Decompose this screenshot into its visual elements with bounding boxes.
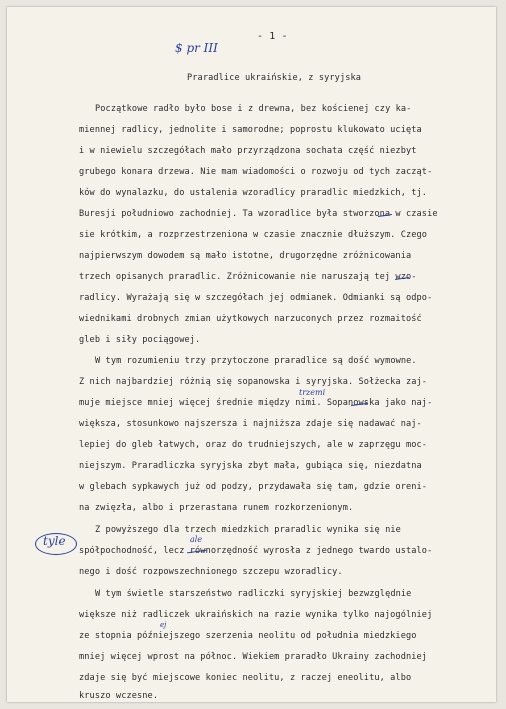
- text-line: trzech opisanych praradlic. Zróżnicowanie nie naruszają tej wzo-: [79, 272, 417, 282]
- text-line: gleb i siły pociągowej.: [79, 335, 201, 345]
- text-line: kruszo wczesne.: [79, 691, 159, 701]
- text-line: lepiej do gleb łatwych, oraz do trudniejszych, ale w zaprzęgu moc-: [79, 440, 428, 450]
- text-line: wiednikami drobnych zmian użytkowych narzuconych przez rozmaitość: [79, 314, 422, 324]
- text-line: większe niż radliczek ukraińskich na razie wynika tylko najogólniej: [79, 610, 433, 620]
- text-line: sie krótkim, a rozprzestrzeniona w czasie znacznie dłuższym. Czego: [79, 230, 428, 240]
- text-line: W tym rozumieniu trzy przytoczone praradlice są dość wymowne.: [95, 356, 417, 366]
- text-line: Początkowe radło było bose i z drewna, bez kościenej czy ka-: [95, 104, 412, 114]
- text-line: ze stopnia późniejszego szerzenia neolitu od południa miedzkiego: [79, 631, 417, 641]
- text-line: Z nich najbardziej różnią się sopanowska i syryjska. Sołżecka zaj-: [79, 377, 428, 387]
- document-title: Praradlice ukraińskie, z syryjska: [187, 73, 362, 83]
- document-page: [7, 7, 496, 702]
- text-line: miennej radlicy, jednolite i samorodne; poprostu klukowato ucięta: [79, 125, 422, 135]
- text-line: i w niewielu szczegółach mało przyrządzona sochata część niezbyt: [79, 146, 417, 156]
- text-line: nego i dość rozpowszechnionego szczepu wzoradlicy.: [79, 567, 343, 577]
- handwritten-header-note: $ pr III: [175, 41, 218, 55]
- page-number: - 1 -: [257, 31, 288, 42]
- text-line: Buresji południowo zachodniej. Ta wzoradlice była stworzona w czasie: [79, 209, 438, 219]
- text-line: radlicy. Wyrażają się w szczegółach jej odmianek. Odmianki są odpo-: [79, 293, 433, 303]
- text-line: większa, stosunkowo najszersza i najniższa zdaje się nadawać naj-: [79, 419, 422, 429]
- text-line: zdaje się być miejscowe koniec neolitu, z raczej eneolitu, albo: [79, 673, 412, 683]
- text-line: spółpochodność, lecz równorzędność wyrosła z jednego twardo ustalo-: [79, 546, 433, 556]
- text-line: najpierwszym dowodem są mało istotne, drugorzędne zróżnicowania: [79, 251, 412, 261]
- insert-note-ale: ale: [190, 535, 203, 544]
- text-line: grubego konara drzewa. Nie mam wiadomości o rozwoju od tych zacząt-: [79, 167, 433, 177]
- insert-note-trzemi: trzemi: [299, 388, 326, 397]
- margin-note: tyle: [43, 534, 66, 548]
- insert-note-ej: ej: [160, 621, 167, 629]
- text-line: na zwięzła, albo i przerastana runem rozkorzenionym.: [79, 503, 354, 513]
- text-line: mniej więcej wprost na północ. Wiekiem praradło Ukrainy zachodniej: [79, 652, 428, 662]
- text-line: W tym świetle starszeństwo radliczki syryjskiej bezwzględnie: [95, 589, 412, 599]
- text-line: w glebach sypkawych już od podzy, przydawała się tam, gdzie oreni-: [79, 482, 428, 492]
- text-line: niejszym. Praradliczka syryjska zbyt mała, gubiąca się, niezdatna: [79, 461, 422, 471]
- text-line: ków do wynalazku, do ustalenia wzoradlicy praradlic miedzkich, tj.: [79, 188, 428, 198]
- text-line: Z powyższego dla trzech miedzkich praradlic wynika się nie: [95, 525, 401, 535]
- text-line: muje miejsce mniej więcej średnie między nimi. Sopanowska jako naj-: [79, 398, 433, 408]
